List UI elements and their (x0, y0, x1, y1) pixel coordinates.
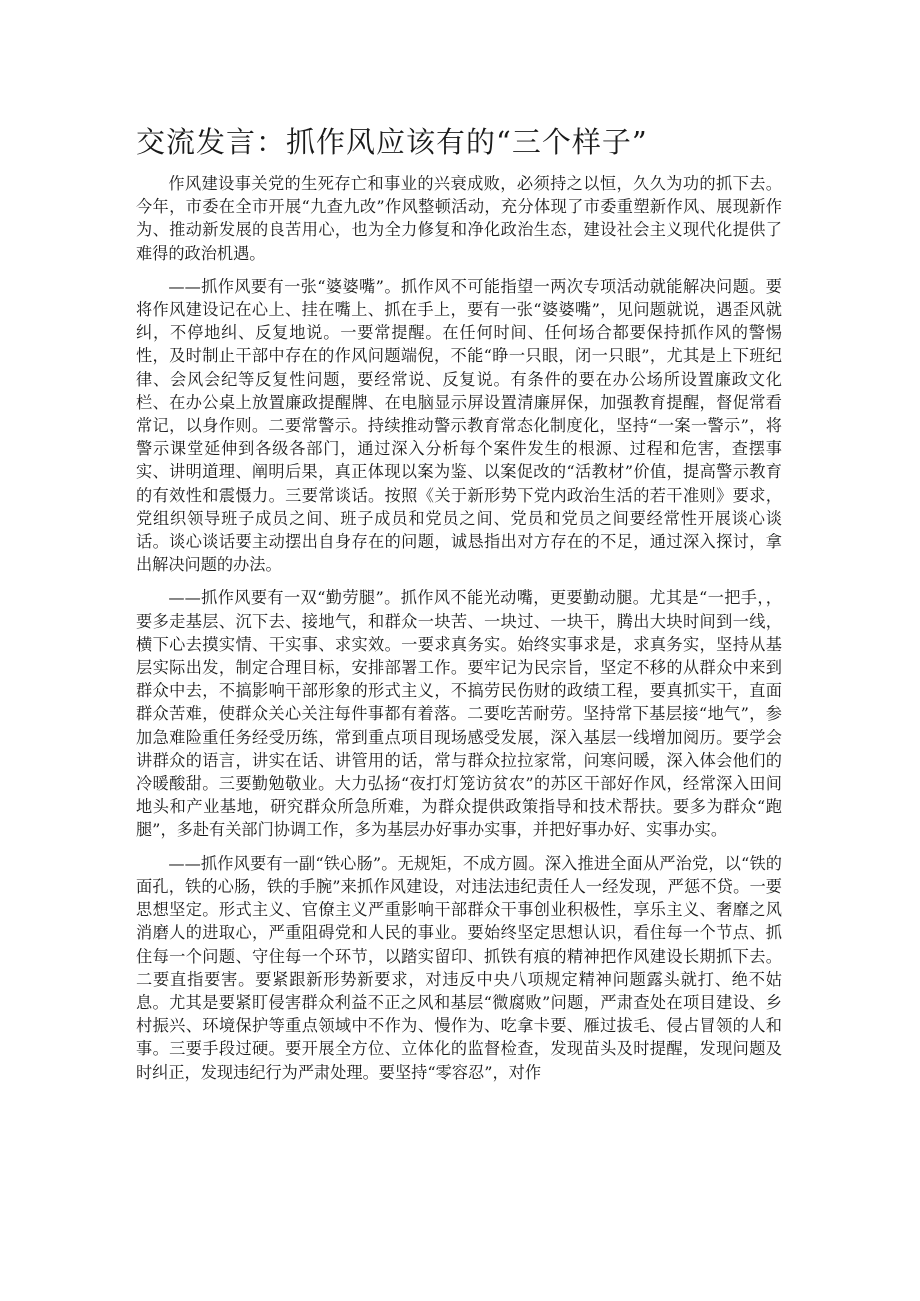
document-body (136, 172, 782, 1094)
paragraph-intro: 作风建设事关党的生死存亡和事业的兴衰成败，必须持之以恒，久久为功的抓下去。今年，市委在全市开展“九查九改”作风整顿活动，充分体现了市委重塑新作风、展现新作为、推动新发展的良苦用心，也为全力修复和净化政治生态，建设社会主义现代化提供了难得的政治机遇。 (136, 174, 782, 263)
paragraph-legs: ——抓作风要有一双“勤劳腿”。抓作风不能光动嘴，更要勤动腿。尤其是“一把手，，要多走基层、沉下去、接地气，和群众一块苦、一块过、一块干，腾出大块时间到一线，横下心去摸实情、干实事、求实效。一要求真务实。始终实事求是，求真务实，坚持从基层实际出发，制定合理目标，安排部署工作。要牢记为民宗旨，坚定不移的从群众中来到群众中去，不搞影响干部形象的形式主义，不搞劳民伤财的政绩工程，要真抓实干，直面群众苦难，使群众关心关注每件事都有着落。二要吃苦耐劳。坚持常下基层接“地气”，参加急难险重任务经受历练，常到重点项目现场感受发展，深入基层一线增加阅历。要学会讲群众的语言，讲实在话、讲管用的话，常与群众拉拉家常，问寒问暖，深入体会他们的冷暖酸甜。三要勤勉敬业。大力弘扬“夜打灯笼访贫农”的苏区干部好作风，经常深入田间地头和产业基地，研究群众所急所难，为群众提供政策指导和技术帮扶。要多为群众“跑腿”，多赴有关部门协调工作，多为基层办好事办实事，并把好事办好、实事办实。 (136, 588, 782, 840)
paragraph-iron-heart: ——抓作风要有一副“铁心肠”。无规矩，不成方圆。深入推进全面从严治党，以“铁的面孔，铁的心肠，铁的手腕”来抓作风建设，对违法违纪责任人一经发现，严惩不贷。一要思想坚定。形式主义、官僚主义严重影响干部群众干事创业积极性，享乐主义、奢靡之风消磨人的进取心，严重阻碍党和人民的事业。要始终坚定思想认识，看住每一个节点、抓住每一个问题、守住每一个环节，以踏实留印、抓铁有痕的精神把作风建设长期抓下去。二要直指要害。要紧跟新形势新要求，对违反中央八项规定精神问题露头就打、绝不姑息。尤其是要紧盯侵害群众利益不正之风和基层“微腐败”问题，严肃查处在项目建设、乡村振兴、环境保护等重点领域中不作为、慢作为、吃拿卡要、雁过拔毛、侵占冒领的人和事。三要手段过硬。要开展全方位、立体化的监督检查，发现苗头及时提醒，发现问题及时纠正，发现违纪行为严肃处理。要坚持“零容忍”，对作 (136, 853, 782, 1082)
document-title: 交流发言：抓作风应该有的“三个样子” (136, 125, 648, 159)
paragraph-mouth: ——抓作风要有一张“婆婆嘴”。抓作风不可能指望一两次专项活动就能解决问题。要将作风建设记在心上、挂在嘴上、抓在手上，要有一张“婆婆嘴”，见问题就说，遇歪风就纠，不停地纠、反复地说。一要常提醒。在任何时间、任何场合都要保持抓作风的警惕性，及时制止干部中存在的作风问题端倪，不能“睁一只眼，闭一只眼”，尤其是上下班纪律、会风会纪等反复性问题，要经常说、反复说。有条件的要在办公场所设置廉政文化栏、在办公桌上放置廉政提醒牌、在电脑显示屏设置清廉屏保，加强教育提醒，督促常看常记，以身作则。二要常警示。持续推动警示教育常态化制度化，坚持“一案一警示”，将警示课堂延伸到各级各部门，通过深入分析每个案件发生的根源、过程和危害，查摆事实、讲明道理、阐明后果，真正体现以案为鉴、以案促改的“活教材”价值，提高警示教育的有效性和震慑力。三要常谈话。按照《关于新形势下党内政治生活的若干准则》要求，党组织领导班子成员之间、班子成员和党员之间、党员和党员之间要经常性开展谈心谈话。谈心谈话要主动摆出自身存在的问题，诚恳指出对方存在的不足，通过深入探讨，拿出解决问题的办法。 (136, 276, 782, 575)
